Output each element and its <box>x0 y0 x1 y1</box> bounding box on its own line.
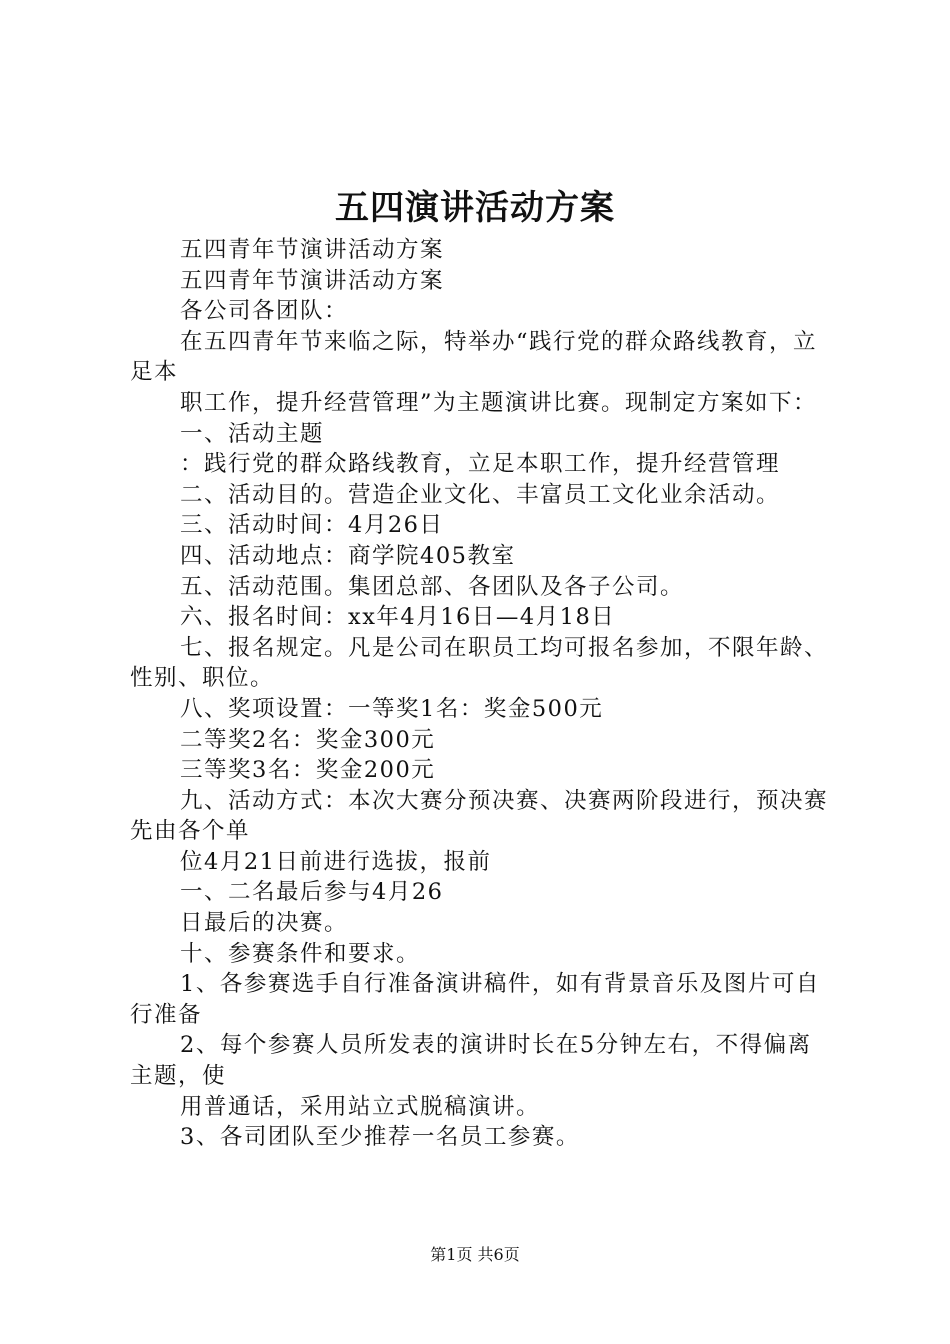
paragraph: 用普通话，采用站立式脱稿演讲。 <box>180 1093 541 1120</box>
paragraph: 3、各司团队至少推荐一名员工参赛。 <box>180 1124 580 1151</box>
paragraph: 九、活动方式：本次大赛分预决赛、决赛两阶段进行，预决赛先由各个单 <box>130 787 829 845</box>
paragraph: 五、活动范围。集团总部、各团队及各子公司。 <box>180 573 685 600</box>
paragraph: 各公司各团队： <box>180 298 349 325</box>
paragraph: 一、活动主题 <box>180 420 325 447</box>
paragraph: 三等奖3名：奖金200元 <box>180 757 436 784</box>
paragraph: 位4月21日前进行选拔，报前 <box>180 848 492 875</box>
paragraph: 五四青年节演讲活动方案 <box>180 237 445 263</box>
paragraph: 六、报名时间：xx年4月16日—4月18日 <box>180 604 616 631</box>
page-footer: 第1页 共6页 <box>430 1245 520 1264</box>
paragraph: 七、报名规定。凡是公司在职员工均可报名参加，不限年龄、性别、职位。 <box>130 634 829 692</box>
paragraph: 二、活动目的。营造企业文化、丰富员工文化业余活动。 <box>180 481 781 508</box>
paragraph: 五四青年节演讲活动方案 <box>180 267 445 294</box>
paragraph: 四、活动地点：商学院405教室 <box>180 542 516 569</box>
document-title: 五四演讲活动方案 <box>335 188 615 228</box>
paragraph: 十、参赛条件和要求。 <box>180 940 421 967</box>
document-body <box>130 235 835 1153</box>
paragraph: 在五四青年节来临之际，特举办“践行党的群众路线教育，立足本 <box>130 328 818 386</box>
paragraph: ：践行党的群众路线教育，立足本职工作，提升经营管理 <box>180 451 781 478</box>
paragraph: 1、各参赛选手自行准备演讲稿件，如有背景音乐及图片可自行准备 <box>130 971 820 1028</box>
paragraph: 2、每个参赛人员所发表的演讲时长在5分钟左右，不得偏离主题，使 <box>130 1032 812 1090</box>
paragraph: 职工作，提升经营管理”为主题演讲比赛。现制定方案如下： <box>180 389 818 416</box>
paragraph: 一、二名最后参与4月26 <box>180 879 444 906</box>
paragraph: 日最后的决赛。 <box>180 910 349 937</box>
paragraph: 三、活动时间：4月26日 <box>180 512 444 539</box>
paragraph: 八、奖项设置：一等奖1名：奖金500元 <box>180 695 604 722</box>
paragraph: 二等奖2名：奖金300元 <box>180 726 436 753</box>
